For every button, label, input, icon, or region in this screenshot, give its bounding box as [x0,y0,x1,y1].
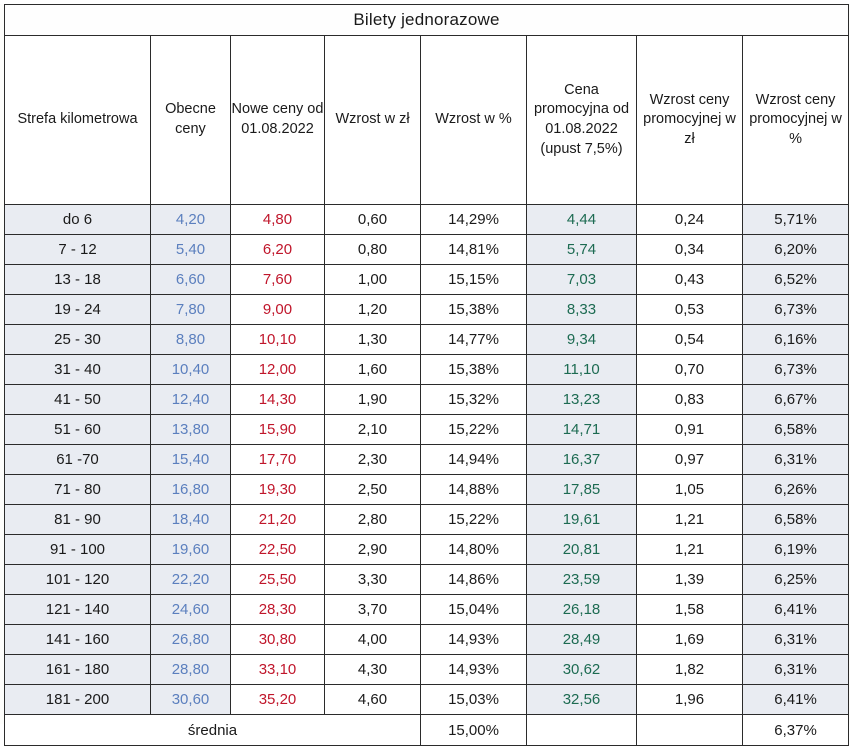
cell-promo-growth-zl: 1,21 [637,505,743,535]
cell-promo-price: 30,62 [527,655,637,685]
cell-growth-zl: 2,80 [325,505,421,535]
cell-current-price: 18,40 [151,505,231,535]
cell-promo-growth-zl: 1,82 [637,655,743,685]
cell-growth-pct: 14,77% [421,325,527,355]
cell-promo-growth-pct: 6,20% [743,235,849,265]
cell-growth-pct: 15,22% [421,505,527,535]
cell-current-price: 22,20 [151,565,231,595]
cell-promo-growth-pct: 6,73% [743,295,849,325]
cell-promo-growth-pct: 6,52% [743,265,849,295]
cell-zone: 31 - 40 [5,355,151,385]
spreadsheet-sheet [0,4,850,739]
summary-empty-promo [527,715,637,746]
cell-promo-growth-zl: 0,83 [637,385,743,415]
cell-promo-price: 5,74 [527,235,637,265]
cell-current-price: 28,80 [151,655,231,685]
table-row [5,385,849,415]
cell-promo-growth-zl: 1,69 [637,625,743,655]
table-row [5,655,849,685]
table-row [5,415,849,445]
table-row [5,535,849,565]
cell-new-price: 28,30 [231,595,325,625]
cell-growth-pct: 15,04% [421,595,527,625]
cell-growth-pct: 15,03% [421,685,527,715]
table-row [5,235,849,265]
cell-growth-zl: 4,30 [325,655,421,685]
cell-current-price: 15,40 [151,445,231,475]
cell-promo-price: 32,56 [527,685,637,715]
cell-growth-pct: 14,81% [421,235,527,265]
cell-promo-price: 14,71 [527,415,637,445]
cell-zone: 13 - 18 [5,265,151,295]
table-row [5,595,849,625]
table-row [5,205,849,235]
cell-growth-zl: 3,70 [325,595,421,625]
table-title: Bilety jednorazowe [5,5,849,36]
cell-promo-growth-pct: 6,41% [743,685,849,715]
cell-promo-price: 9,34 [527,325,637,355]
cell-new-price: 14,30 [231,385,325,415]
cell-zone: 71 - 80 [5,475,151,505]
cell-growth-zl: 0,60 [325,205,421,235]
cell-current-price: 16,80 [151,475,231,505]
table-row [5,685,849,715]
cell-promo-growth-zl: 1,21 [637,535,743,565]
cell-promo-growth-pct: 6,19% [743,535,849,565]
cell-promo-growth-zl: 0,91 [637,415,743,445]
cell-current-price: 10,40 [151,355,231,385]
cell-promo-price: 16,37 [527,445,637,475]
cell-zone: 7 - 12 [5,235,151,265]
cell-zone: 19 - 24 [5,295,151,325]
cell-growth-zl: 2,30 [325,445,421,475]
cell-growth-pct: 14,94% [421,445,527,475]
cell-new-price: 30,80 [231,625,325,655]
cell-growth-zl: 4,00 [325,625,421,655]
cell-promo-growth-pct: 5,71% [743,205,849,235]
cell-current-price: 6,60 [151,265,231,295]
cell-growth-pct: 14,93% [421,655,527,685]
summary-row [5,715,849,746]
column-header-current-price: Obecne ceny [151,36,231,205]
column-header-growth-pct: Wzrost w % [421,36,527,205]
cell-growth-pct: 15,38% [421,355,527,385]
table-row [5,355,849,385]
cell-promo-growth-zl: 1,58 [637,595,743,625]
table-row [5,265,849,295]
cell-promo-growth-pct: 6,58% [743,415,849,445]
table-row [5,295,849,325]
table-header-row [5,36,849,205]
cell-zone: 101 - 120 [5,565,151,595]
cell-growth-pct: 14,93% [421,625,527,655]
fare-table [4,4,849,746]
cell-growth-pct: 14,80% [421,535,527,565]
cell-new-price: 21,20 [231,505,325,535]
cell-zone: 121 - 140 [5,595,151,625]
cell-promo-price: 7,03 [527,265,637,295]
cell-zone: 161 - 180 [5,655,151,685]
cell-growth-zl: 2,10 [325,415,421,445]
summary-promo-growth-pct: 6,37% [743,715,849,746]
cell-new-price: 15,90 [231,415,325,445]
summary-growth-pct: 15,00% [421,715,527,746]
cell-current-price: 7,80 [151,295,231,325]
cell-zone: 81 - 90 [5,505,151,535]
cell-promo-growth-pct: 6,16% [743,325,849,355]
summary-empty-promo-zl [637,715,743,746]
cell-promo-growth-zl: 1,96 [637,685,743,715]
cell-new-price: 10,10 [231,325,325,355]
cell-promo-growth-pct: 6,31% [743,625,849,655]
cell-growth-pct: 14,29% [421,205,527,235]
cell-promo-growth-pct: 6,67% [743,385,849,415]
cell-growth-pct: 15,15% [421,265,527,295]
table-row [5,505,849,535]
cell-promo-growth-pct: 6,26% [743,475,849,505]
cell-new-price: 7,60 [231,265,325,295]
cell-zone: 141 - 160 [5,625,151,655]
cell-growth-zl: 3,30 [325,565,421,595]
cell-new-price: 33,10 [231,655,325,685]
table-title-row [5,5,849,36]
cell-growth-pct: 15,32% [421,385,527,415]
cell-growth-pct: 14,86% [421,565,527,595]
cell-growth-zl: 0,80 [325,235,421,265]
cell-promo-price: 23,59 [527,565,637,595]
cell-promo-growth-zl: 0,53 [637,295,743,325]
cell-growth-zl: 1,90 [325,385,421,415]
cell-growth-zl: 1,20 [325,295,421,325]
cell-growth-pct: 15,38% [421,295,527,325]
column-header-promo-growth-zl: Wzrost ceny promocyjnej w zł [637,36,743,205]
table-row [5,475,849,505]
cell-current-price: 24,60 [151,595,231,625]
cell-growth-zl: 1,30 [325,325,421,355]
cell-promo-growth-pct: 6,31% [743,445,849,475]
cell-promo-price: 13,23 [527,385,637,415]
cell-new-price: 19,30 [231,475,325,505]
cell-promo-growth-zl: 0,34 [637,235,743,265]
cell-new-price: 35,20 [231,685,325,715]
cell-promo-growth-pct: 6,31% [743,655,849,685]
cell-zone: 25 - 30 [5,325,151,355]
cell-zone: 41 - 50 [5,385,151,415]
cell-growth-pct: 15,22% [421,415,527,445]
cell-new-price: 25,50 [231,565,325,595]
cell-new-price: 9,00 [231,295,325,325]
cell-promo-growth-zl: 0,97 [637,445,743,475]
cell-promo-price: 28,49 [527,625,637,655]
cell-promo-price: 19,61 [527,505,637,535]
cell-promo-growth-zl: 0,70 [637,355,743,385]
cell-promo-growth-pct: 6,25% [743,565,849,595]
cell-growth-zl: 4,60 [325,685,421,715]
cell-promo-growth-zl: 0,43 [637,265,743,295]
column-header-promo-growth-pct: Wzrost ceny promocyjnej w % [743,36,849,205]
column-header-growth-zl: Wzrost w zł [325,36,421,205]
cell-promo-price: 11,10 [527,355,637,385]
cell-promo-growth-zl: 1,39 [637,565,743,595]
cell-promo-price: 20,81 [527,535,637,565]
column-header-zone: Strefa kilometrowa [5,36,151,205]
cell-growth-pct: 14,88% [421,475,527,505]
cell-growth-zl: 2,90 [325,535,421,565]
cell-promo-price: 17,85 [527,475,637,505]
cell-promo-price: 4,44 [527,205,637,235]
cell-growth-zl: 1,60 [325,355,421,385]
cell-new-price: 4,80 [231,205,325,235]
cell-promo-price: 8,33 [527,295,637,325]
cell-zone: 91 - 100 [5,535,151,565]
cell-promo-price: 26,18 [527,595,637,625]
cell-zone: 51 - 60 [5,415,151,445]
table-row [5,445,849,475]
cell-promo-growth-zl: 1,05 [637,475,743,505]
table-row [5,565,849,595]
table-row [5,325,849,355]
cell-promo-growth-pct: 6,73% [743,355,849,385]
summary-label: średnia [5,715,421,746]
cell-new-price: 22,50 [231,535,325,565]
cell-current-price: 5,40 [151,235,231,265]
cell-current-price: 12,40 [151,385,231,415]
cell-zone: 181 - 200 [5,685,151,715]
cell-zone: do 6 [5,205,151,235]
cell-promo-growth-zl: 0,54 [637,325,743,355]
cell-zone: 61 -70 [5,445,151,475]
cell-current-price: 4,20 [151,205,231,235]
cell-new-price: 17,70 [231,445,325,475]
cell-current-price: 30,60 [151,685,231,715]
column-header-promo-price: Cena promocyjna od 01.08.2022 (upust 7,5%) [527,36,637,205]
cell-current-price: 26,80 [151,625,231,655]
cell-growth-zl: 2,50 [325,475,421,505]
cell-promo-growth-zl: 0,24 [637,205,743,235]
cell-growth-zl: 1,00 [325,265,421,295]
table-row [5,625,849,655]
cell-current-price: 19,60 [151,535,231,565]
cell-current-price: 13,80 [151,415,231,445]
cell-promo-growth-pct: 6,58% [743,505,849,535]
cell-new-price: 6,20 [231,235,325,265]
cell-current-price: 8,80 [151,325,231,355]
cell-new-price: 12,00 [231,355,325,385]
column-header-new-price: Nowe ceny od 01.08.2022 [231,36,325,205]
cell-promo-growth-pct: 6,41% [743,595,849,625]
